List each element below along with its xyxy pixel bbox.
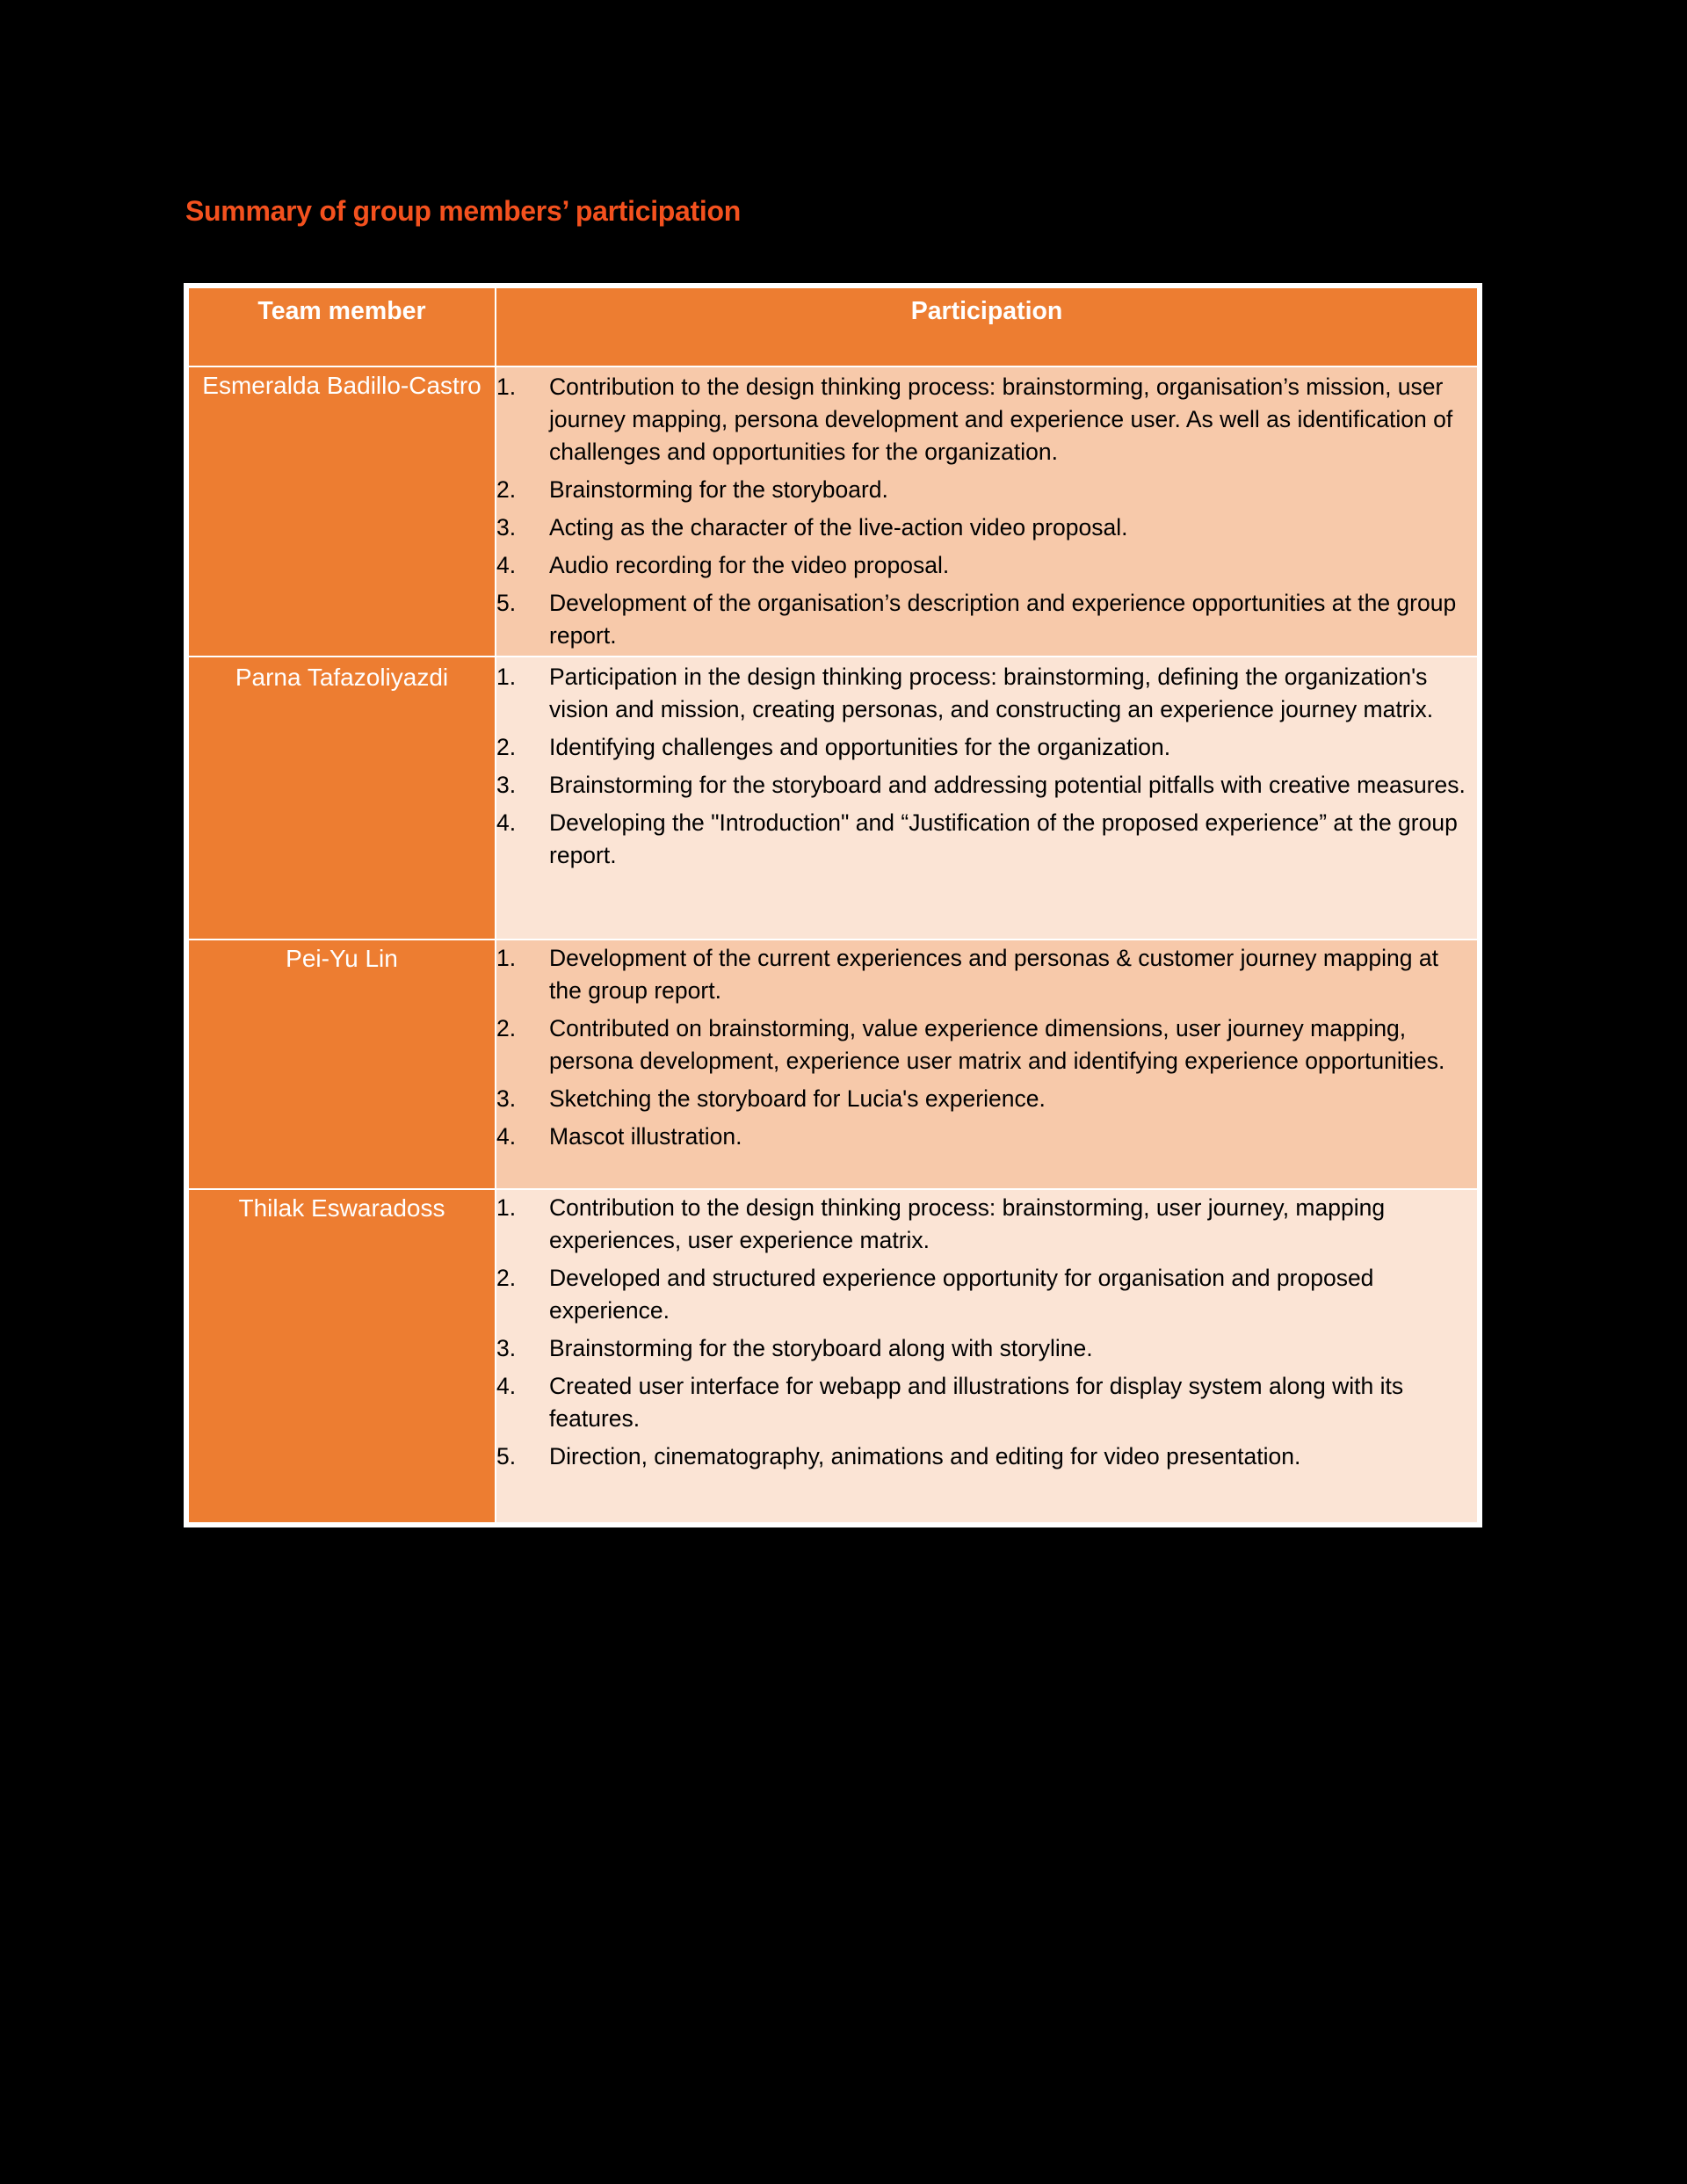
list-text: Contribution to the design thinking process: brainstorming, organisation’s mission, user journey mapping, persona development and experience user. As well as identification of challenges and opportunities for the organization. bbox=[549, 374, 1453, 465]
table-row bbox=[188, 366, 1478, 657]
table-header-row bbox=[188, 287, 1478, 366]
list-number: 1. bbox=[496, 945, 517, 971]
participation-cell bbox=[496, 366, 1478, 657]
list-number: 3. bbox=[496, 1335, 517, 1361]
list-number: 5. bbox=[496, 1443, 517, 1469]
list-text: Identifying challenges and opportunities for the organization. bbox=[549, 734, 1171, 760]
list-item bbox=[496, 549, 1477, 582]
list-item bbox=[496, 731, 1477, 764]
list-item bbox=[496, 371, 1477, 468]
list-number: 1. bbox=[496, 664, 517, 690]
list-text: Sketching the storyboard for Lucia's experience. bbox=[549, 1085, 1046, 1112]
list-text: Direction, cinematography, animations and editing for video presentation. bbox=[549, 1443, 1301, 1469]
list-text: Participation in the design thinking process: brainstorming, defining the organization's vision and mission, creating personas, and constructing an experience journey matrix. bbox=[549, 664, 1434, 722]
list-text: Contribution to the design thinking process: brainstorming, user journey, mapping experiences, user experience matrix. bbox=[549, 1194, 1386, 1253]
team-member-name: Esmeralda Badillo-Castro bbox=[188, 366, 496, 657]
table-row bbox=[188, 657, 1478, 940]
list-text: Developed and structured experience opportunity for organisation and proposed experience. bbox=[549, 1265, 1374, 1324]
column-header-team-member: Team member bbox=[188, 287, 496, 366]
list-number: 3. bbox=[496, 514, 517, 541]
page-title: Summary of group members’ participation bbox=[185, 195, 741, 227]
participation-list bbox=[496, 371, 1477, 652]
list-text: Brainstorming for the storyboard and addressing potential pitfalls with creative measures. bbox=[549, 772, 1466, 798]
participation-list bbox=[496, 942, 1477, 1153]
team-member-name: Parna Tafazoliyazdi bbox=[188, 657, 496, 940]
list-item bbox=[496, 1012, 1477, 1077]
list-item bbox=[496, 1440, 1477, 1473]
list-text: Developing the "Introduction" and “Justification of the proposed experience” at the group report. bbox=[549, 809, 1458, 868]
list-item bbox=[496, 1192, 1477, 1257]
list-text: Brainstorming for the storyboard along with storyline. bbox=[549, 1335, 1093, 1361]
list-item bbox=[496, 1370, 1477, 1435]
list-number: 2. bbox=[496, 476, 517, 503]
list-item bbox=[496, 1121, 1477, 1153]
list-item bbox=[496, 661, 1477, 726]
team-member-name: Pei-Yu Lin bbox=[188, 940, 496, 1189]
list-number: 4. bbox=[496, 1123, 517, 1150]
list-number: 3. bbox=[496, 772, 517, 798]
list-number: 4. bbox=[496, 809, 517, 836]
list-text: Development of the organisation’s description and experience opportunities at the group report. bbox=[549, 590, 1457, 649]
list-number: 1. bbox=[496, 374, 517, 400]
list-item bbox=[496, 807, 1477, 872]
participation-list bbox=[496, 661, 1477, 872]
list-number: 4. bbox=[496, 1373, 517, 1399]
table-row bbox=[188, 940, 1478, 1189]
list-text: Development of the current experiences and personas & customer journey mapping at the group report. bbox=[549, 945, 1438, 1004]
list-text: Created user interface for webapp and illustrations for display system along with its features. bbox=[549, 1373, 1404, 1432]
list-number: 3. bbox=[496, 1085, 517, 1112]
list-item bbox=[496, 1083, 1477, 1115]
list-number: 2. bbox=[496, 1015, 517, 1041]
list-number: 2. bbox=[496, 1265, 517, 1291]
list-item bbox=[496, 587, 1477, 652]
list-number: 1. bbox=[496, 1194, 517, 1221]
list-item bbox=[496, 1262, 1477, 1327]
list-number: 2. bbox=[496, 734, 517, 760]
list-item bbox=[496, 474, 1477, 506]
list-item bbox=[496, 512, 1477, 544]
list-item bbox=[496, 942, 1477, 1007]
list-item bbox=[496, 769, 1477, 802]
participation-list bbox=[496, 1192, 1477, 1473]
team-member-name: Thilak Eswaradoss bbox=[188, 1189, 496, 1523]
list-text: Acting as the character of the live-action video proposal. bbox=[549, 514, 1128, 541]
list-number: 4. bbox=[496, 552, 517, 578]
list-text: Brainstorming for the storyboard. bbox=[549, 476, 888, 503]
list-number: 5. bbox=[496, 590, 517, 616]
participation-cell bbox=[496, 1189, 1478, 1523]
participation-cell bbox=[496, 940, 1478, 1189]
list-text: Contributed on brainstorming, value experience dimensions, user journey mapping, persona development, experience user matrix and identifying experience opportunities. bbox=[549, 1015, 1445, 1074]
participation-table bbox=[187, 287, 1479, 1524]
list-item bbox=[496, 1332, 1477, 1365]
list-text: Mascot illustration. bbox=[549, 1123, 742, 1150]
column-header-participation: Participation bbox=[496, 287, 1478, 366]
table-row bbox=[188, 1189, 1478, 1523]
participation-cell bbox=[496, 657, 1478, 940]
list-text: Audio recording for the video proposal. bbox=[549, 552, 950, 578]
